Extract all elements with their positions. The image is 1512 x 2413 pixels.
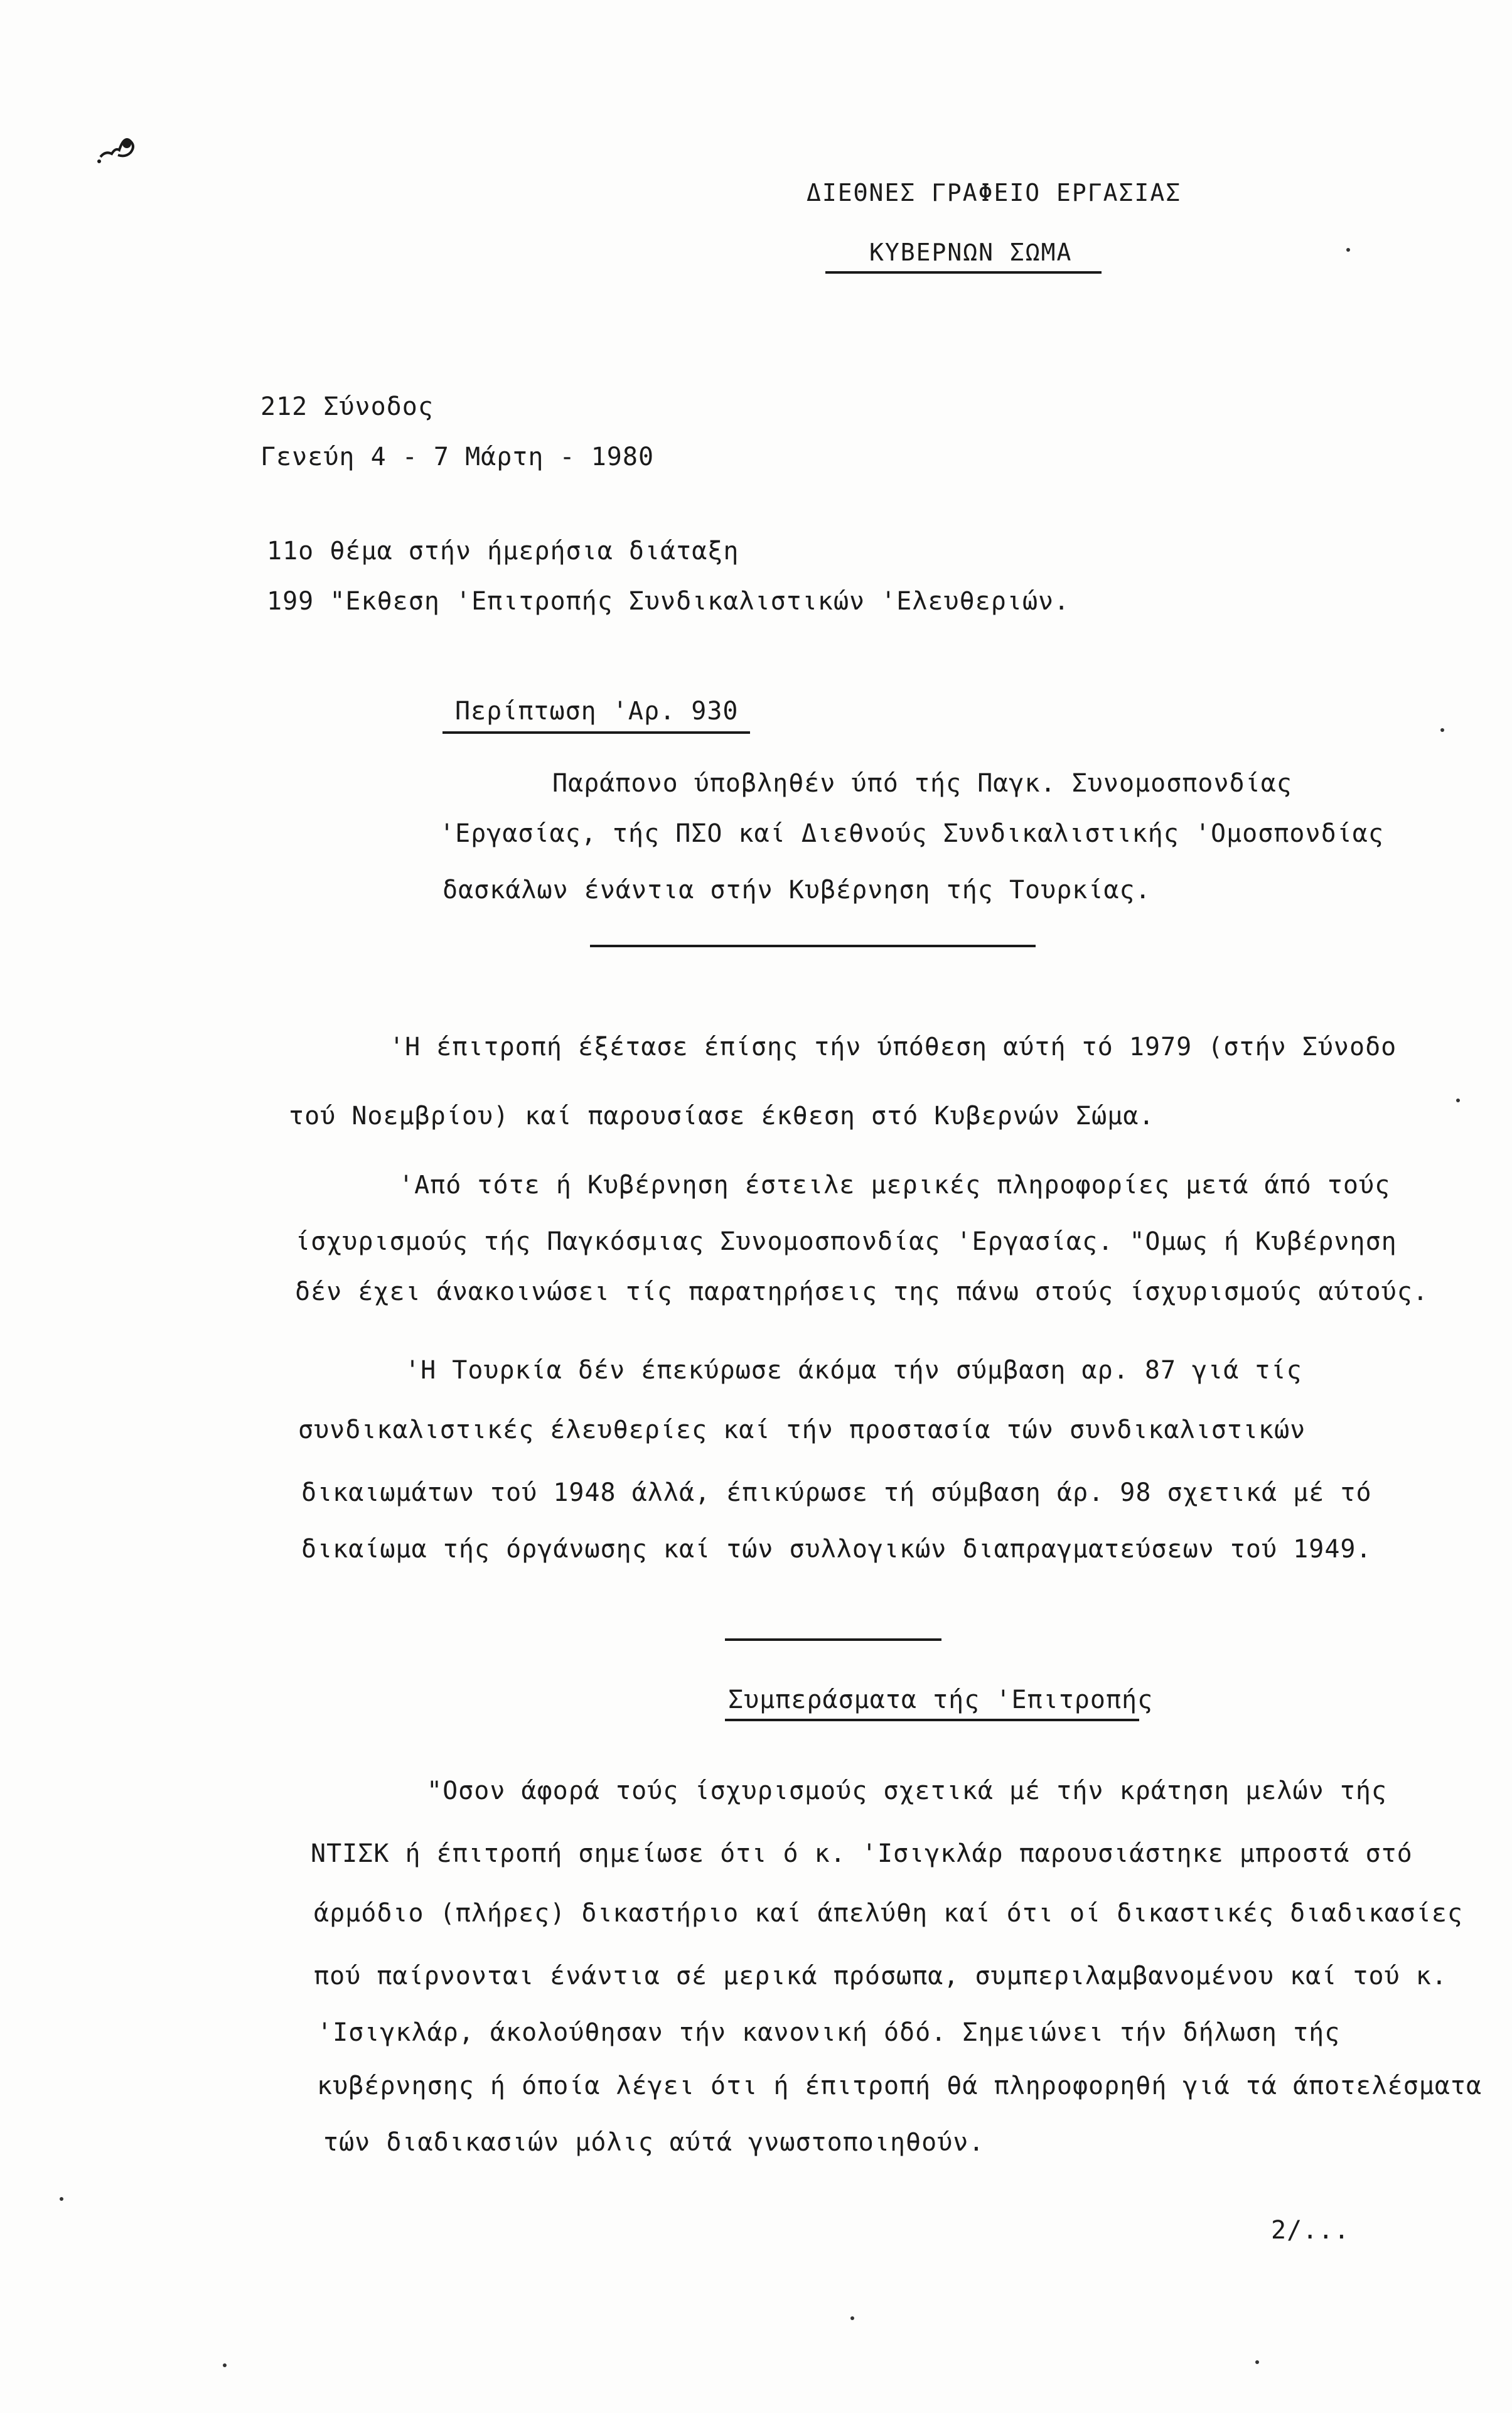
scan-speck — [1440, 728, 1444, 732]
scan-speck — [1255, 2360, 1259, 2364]
body-text-line: δικαίωμα τής όργάνωσης καί τών συλλογικών διαπραγματεύσεων τού 1949. — [301, 1535, 1372, 1564]
case-title: Περίπτωση 'Αρ. 930 — [455, 697, 739, 726]
session-number: 212 Σύνοδος — [260, 392, 434, 421]
agenda-report: 199 "Εκθεση 'Επιτροπής Συνδικαλιστικών 'Ελευθεριών. — [267, 587, 1070, 616]
conclusions-text-line: άρμόδιο (πλήρες) δικαστήριο καί άπελύθη καί ότι οί δικαστικές διαδικασίες — [314, 1899, 1463, 1928]
scan-speck — [1456, 1099, 1460, 1102]
session-place-date: Γενεύη 4 - 7 Μάρτη - 1980 — [260, 443, 655, 471]
case-title-underline — [442, 731, 750, 734]
body-text-line: συνδικαλιστικές έλευθερίες καί τήν προστασία τών συνδικαλιστικών — [298, 1416, 1306, 1444]
section-divider — [590, 945, 1036, 947]
body-text-line: 'Η Τουρκία δέν έπεκύρωσε άκόμα τήν σύμβαση αρ. 87 γιά τίς — [405, 1356, 1302, 1385]
scan-speck — [1346, 248, 1350, 252]
case-description-line: δασκάλων ένάντια στήν Κυβέρνηση τής Τουρκίας. — [442, 876, 1151, 905]
page-continuation-marker: 2/... — [1271, 2216, 1350, 2245]
conclusions-text-line: πού παίρνονται ένάντια σέ μερικά πρόσωπα, συμπεριλαμβανομένου καί τού κ. — [314, 1962, 1447, 1991]
scan-speck — [60, 2197, 63, 2201]
body-text-line: 'Η έπιτροπή έξέτασε έπίσης τήν ύπόθεση αύτή τό 1979 (στήν Σύνοδο — [389, 1033, 1397, 1061]
body-text-line: 'Από τότε ή Κυβέρνηση έστειλε μερικές πληροφορίες μετά άπό τούς — [399, 1171, 1391, 1200]
conclusions-text-line: ΝΤΙΣΚ ή έπιτροπή σημείωσε ότι ό κ. 'Ισιγκλάρ παρουσιάστηκε μπροστά στό — [311, 1839, 1413, 1868]
organization-title: ΔΙΕΘΝΕΣ ΓΡΑΦΕΙΟ ΕΡΓΑΣΙΑΣ — [807, 179, 1182, 207]
case-description-line: Παράπονο ύποβληθέν ύπό τής Παγκ. Συνομοσπονδίας — [552, 769, 1292, 798]
conclusions-text-line: "Οσον άφορά τούς ίσχυρισμούς σχετικά μέ τήν κράτηση μελών τής — [427, 1776, 1388, 1805]
body-text-line: τού Νοεμβρίου) καί παρουσίασε έκθεση στό Κυβερνών Σώμα. — [289, 1102, 1155, 1131]
conclusions-title: Συμπεράσματα τής 'Επιτροπής — [728, 1685, 1154, 1714]
governing-body-title: ΚΥΒΕΡΝΩΝ ΣΩΜΑ — [869, 239, 1073, 266]
ink-mark-icon — [94, 122, 144, 166]
header-underline — [825, 271, 1102, 274]
conclusions-text-line: κυβέρνησης ή όποία λέγει ότι ή έπιτροπή θά πληροφορηθή γιά τά άποτελέσματα — [317, 2072, 1483, 2100]
conclusions-title-underline — [725, 1719, 1139, 1721]
scan-speck — [850, 2316, 854, 2320]
conclusions-text-line: τών διαδικασιών μόλις αύτά γνωστοποιηθούν. — [323, 2128, 985, 2157]
body-text-line: δικαιωμάτων τού 1948 άλλά, έπικύρωσε τή σύμβαση άρ. 98 σχετικά μέ τό — [301, 1478, 1372, 1507]
conclusions-text-line: 'Ισιγκλάρ, άκολούθησαν τήν κανονική όδό. Σημειώνει τήν δήλωση τής — [317, 2018, 1341, 2047]
body-text-line: ίσχυρισμούς τής Παγκόσμιας Συνομοσπονδίας 'Εργασίας. "Ομως ή Κυβέρνηση — [295, 1227, 1397, 1256]
case-description-line: 'Εργασίας, τής ΠΣΟ καί Διεθνούς Συνδικαλιστικής 'Ομοσπονδίας — [439, 819, 1384, 848]
scan-speck — [223, 2363, 227, 2367]
agenda-item: 11ο θέμα στήν ήμερήσια διάταξη — [267, 537, 739, 566]
section-divider — [725, 1638, 941, 1641]
body-text-line: δέν έχει άνακοινώσει τίς παρατηρήσεις της πάνω στούς ίσχυρισμούς αύτούς. — [295, 1277, 1429, 1306]
